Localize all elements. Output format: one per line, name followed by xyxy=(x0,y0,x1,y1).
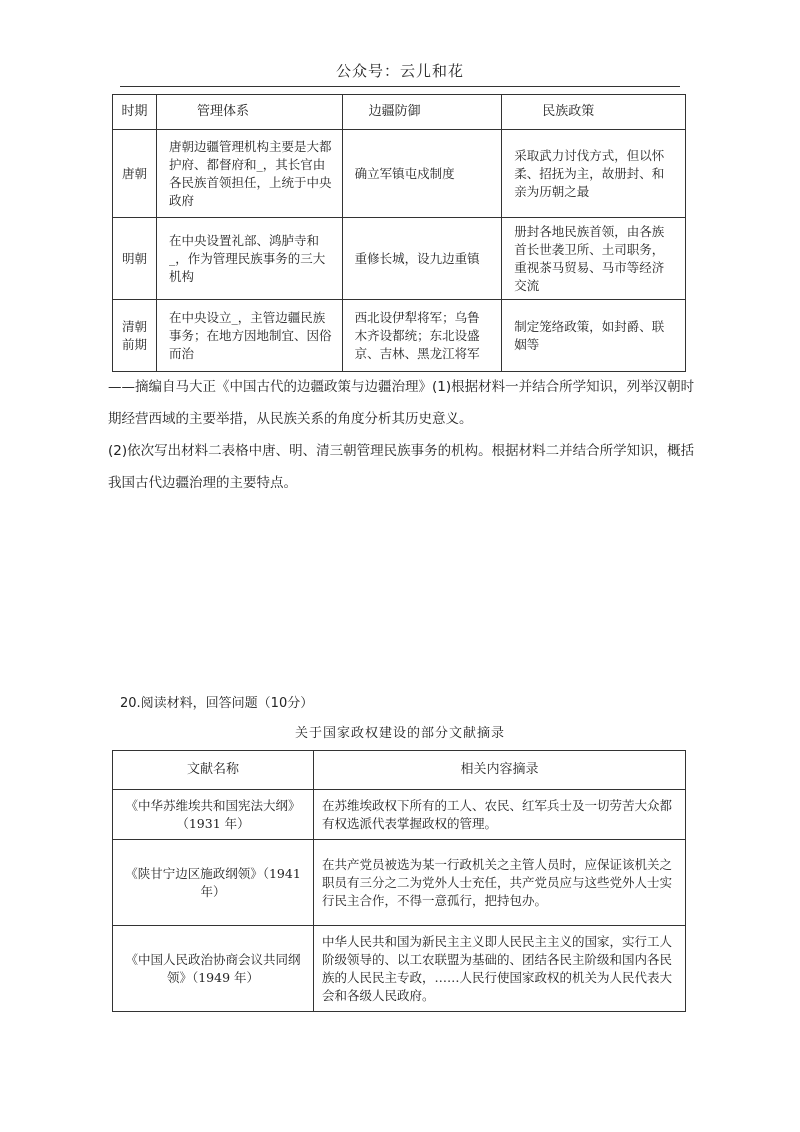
table-row xyxy=(113,926,686,1012)
column-header-policy: 民族政策 xyxy=(502,95,686,130)
defense-cell: 确立军镇屯戍制度 xyxy=(342,130,502,218)
table-row xyxy=(113,300,686,372)
table-row xyxy=(113,840,686,926)
question-20-title: 20.阅读材料，回答问题（10分） xyxy=(120,696,314,711)
frontier-policy-table xyxy=(112,94,686,372)
table-header-row xyxy=(113,95,686,130)
question-part-2: (2)依次写出材料二表格中唐、明、清三朝管理民族事务的机构。根据材料二并结合所学知识，概括我国古代边疆治理的主要特点。 xyxy=(108,443,695,491)
document-name-cell: 《中华苏维埃共和国宪法大纲》（1931 年） xyxy=(113,790,314,840)
management-cell: 唐朝边疆管理机构主要是大都护府、都督府和_，其长官由各民族首领担任，上统于中央政府 xyxy=(156,130,342,218)
column-header-management: 管理体系 xyxy=(156,95,342,130)
page-header-title: 公众号：云儿和花 xyxy=(335,62,464,80)
era-cell: 清朝前期 xyxy=(113,300,157,372)
table-caption: 关于国家政权建设的部分文献摘录 xyxy=(294,726,505,741)
defense-cell: 重修长城，设九边重镇 xyxy=(342,218,502,300)
management-cell: 在中央设立_，主管边疆民族事务；在地方因地制宜、因俗而治 xyxy=(156,300,342,372)
document-content-cell: 中华人民共和国为新民主主义即人民民主主义的国家，实行工人阶级领导的、以工农联盟为基础的、团结各民主阶级和国内各民族的人民民主专政，……人民行使国家政权的机关为人民代表大会和各级人民政府。 xyxy=(314,926,686,1012)
column-header-content: 相关内容摘录 xyxy=(314,751,686,790)
era-cell: 唐朝 xyxy=(113,130,157,218)
table-header-row xyxy=(113,751,686,790)
document-name-cell: 《陕甘宁边区施政纲领》（1941 年） xyxy=(113,840,314,926)
document-content-cell: 在苏维埃政权下所有的工人、农民、红军兵士及一切劳苦大众都有权选派代表掌握政权的管理。 xyxy=(314,790,686,840)
table-row xyxy=(113,790,686,840)
column-header-era: 时期 xyxy=(113,95,157,130)
question-part-1: ——摘编自马大正《中国古代的边疆政策与边疆治理》(1)根据材料一并结合所学知识，列举汉朝时期经营西域的主要举措，从民族关系的角度分析其历史意义。 xyxy=(108,379,695,427)
defense-cell: 西北设伊犁将军；乌鲁木齐设都统；东北设盛京、吉林、黑龙江将军 xyxy=(342,300,502,372)
document-content-cell: 在共产党员被选为某一行政机关之主管人员时，应保证该机关之职员有三分之二为党外人士充任，共产党员应与这些党外人士实行民主合作，不得一意孤行，把持包办。 xyxy=(314,840,686,926)
source-and-questions xyxy=(108,371,698,499)
table-row xyxy=(113,130,686,218)
policy-cell: 制定笼络政策，如封爵、联姻等 xyxy=(502,300,686,372)
policy-cell: 采取武力讨伐方式，但以怀柔、招抚为主，故册封、和亲为历朝之最 xyxy=(502,130,686,218)
policy-cell: 册封各地民族首领，由各族首长世袭卫所、土司职务，重视茶马贸易、马市等经济交流 xyxy=(502,218,686,300)
document-excerpt-table xyxy=(112,750,686,1012)
column-header-document: 文献名称 xyxy=(113,751,314,790)
header-divider xyxy=(120,86,680,87)
management-cell: 在中央设置礼部、鸿胪寺和_，作为管理民族事务的三大机构 xyxy=(156,218,342,300)
document-name-cell: 《中国人民政治协商会议共同纲领》（1949 年） xyxy=(113,926,314,1012)
column-header-defense: 边疆防御 xyxy=(342,95,502,130)
table-row xyxy=(113,218,686,300)
era-cell: 明朝 xyxy=(113,218,157,300)
